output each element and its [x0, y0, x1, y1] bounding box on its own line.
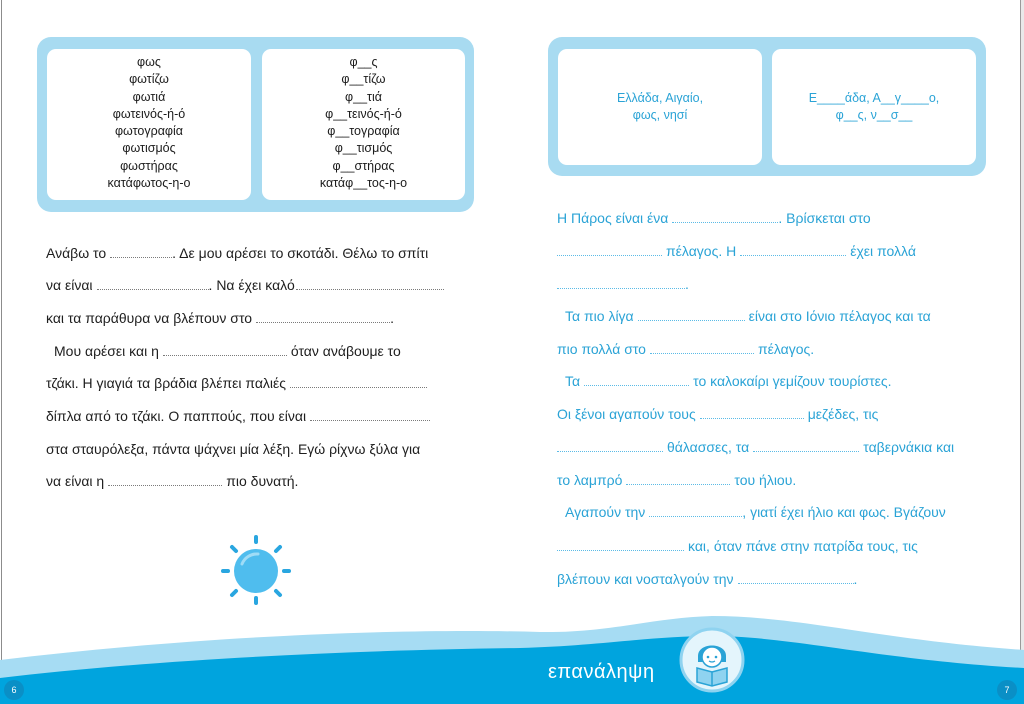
fill-in-item: φ__ς, ν__σ__ — [835, 108, 913, 122]
word-item: Ελλάδα, Αιγαίο, — [616, 91, 704, 105]
fill-in-item: φ__τογραφία — [327, 124, 400, 139]
left-word-box — [37, 37, 474, 212]
text-segment: πιο δυνατή. — [226, 473, 299, 489]
word-item: φωτιά — [132, 89, 166, 104]
fill-in-item: φ__τισμός — [334, 141, 393, 156]
sun-icon — [220, 534, 292, 606]
text-segment: θάλασσες, τα — [667, 439, 750, 455]
text-segment: είναι στο Ιόνιο πέλαγος και τα — [748, 308, 931, 324]
fill-in-panel — [772, 49, 976, 165]
right-word-box — [548, 37, 986, 176]
exercise-line — [46, 245, 428, 261]
text-segment: πέλαγος. — [757, 341, 815, 357]
exercise-line — [54, 343, 401, 359]
word-item: φωστήρας — [120, 158, 178, 173]
text-segment: στα σταυρόλεξα, πάντα ψάχνει μία λέξη. Εγώ ρίχνω ξύλα για — [46, 441, 421, 457]
child-reading-icon — [678, 626, 746, 694]
text-segment: όταν ανάβουμε το — [290, 343, 401, 359]
blank-line — [256, 321, 390, 323]
word-item: φωτογραφία — [114, 124, 184, 139]
text-segment: πέλαγος. Η — [666, 243, 737, 259]
exercise-line — [46, 375, 431, 391]
exercise-line — [46, 473, 298, 489]
exercise-line — [46, 310, 394, 326]
exercise-line — [46, 277, 448, 293]
exercise-line — [557, 439, 954, 455]
blank-line — [753, 450, 859, 452]
word-list-panel — [558, 49, 762, 165]
text-segment: το καλοκαίρι γεμίζουν τουρίστες. — [693, 373, 892, 389]
page-number-left: 6 — [4, 680, 24, 700]
text-segment: . Δε μου αρέσει το σκοτάδι. Θέλω το σπίτι — [172, 245, 429, 261]
text-segment: μεζέδες, τις — [807, 406, 879, 422]
blank-line — [672, 221, 778, 223]
blank-line — [557, 450, 663, 452]
text-segment: Τα — [565, 373, 581, 389]
blank-line — [650, 352, 754, 354]
text-segment: και τα παράθυρα να βλέπουν στο — [46, 310, 253, 326]
blank-line — [740, 254, 846, 256]
text-segment: Ανάβω το — [46, 245, 107, 261]
exercise-line — [557, 276, 689, 292]
text-segment: Τα πιο λίγα — [565, 308, 634, 324]
text-segment: . Να έχει καλό — [208, 277, 295, 293]
word-item: φωτισμός — [122, 141, 176, 156]
word-item: φωτεινός-ή-ό — [112, 106, 186, 121]
word-list — [47, 49, 251, 192]
page-number-right: 7 — [997, 680, 1017, 700]
blank-line — [296, 288, 444, 290]
text-segment: . — [853, 571, 858, 587]
text-segment: . — [685, 276, 689, 292]
text-segment: να είναι — [46, 277, 93, 293]
text-segment: πιο πολλά στο — [557, 341, 646, 357]
text-segment: Η Πάρος είναι ένα — [557, 210, 669, 226]
fill-in-list — [262, 49, 465, 192]
blank-line — [738, 582, 854, 584]
text-segment: . Βρίσκεται στο — [778, 210, 871, 226]
blank-line — [557, 254, 662, 256]
text-segment: του ήλιου. — [734, 472, 797, 488]
blank-line — [290, 386, 427, 388]
exercise-line — [557, 243, 916, 259]
blank-line — [110, 256, 172, 258]
exercise-line — [565, 308, 931, 324]
word-item: κατάφωτος-η-ο — [107, 176, 191, 191]
word-item: φωτίζω — [129, 72, 169, 87]
blank-line — [638, 319, 745, 321]
fill-in-item: Ε____άδα, Α__γ____ο, — [808, 91, 940, 105]
text-segment: Μου αρέσει και η — [54, 343, 159, 359]
text-segment: δίπλα από το τζάκι. Ο παππούς, που είναι — [46, 408, 307, 424]
exercise-line — [46, 408, 434, 424]
fill-in-item: φ__ς — [349, 55, 378, 69]
exercise-line — [46, 441, 420, 457]
text-segment: και, όταν πάνε στην πατρίδα τους, τις — [688, 538, 918, 554]
exercise-line — [557, 472, 796, 488]
exercise-line — [557, 538, 918, 554]
fill-in-item: κατάφ__τος-η-ο — [319, 176, 408, 191]
blank-line — [108, 484, 222, 486]
blank-line — [649, 515, 742, 517]
blank-line — [310, 419, 430, 421]
blank-line — [557, 287, 685, 289]
exercise-line — [557, 571, 857, 587]
text-segment: τζάκι. Η γιαγιά τα βράδια βλέπει παλιές — [46, 375, 287, 391]
exercise-line — [565, 504, 946, 520]
fill-in-item: φ__τίζω — [341, 72, 386, 87]
blank-line — [700, 417, 804, 419]
text-segment: ταβερνάκια και — [863, 439, 955, 455]
text-segment: το λαμπρό — [557, 472, 623, 488]
exercise-line — [557, 341, 814, 357]
blank-line — [163, 354, 287, 356]
blank-line — [584, 384, 689, 386]
blank-line — [97, 288, 209, 290]
fill-in-panel — [262, 49, 465, 200]
word-item: φως, νησί — [632, 108, 688, 122]
blank-line — [557, 549, 684, 551]
text-segment: Αγαπούν την — [565, 504, 646, 520]
text-segment: να είναι η — [46, 473, 105, 489]
exercise-line — [557, 210, 871, 226]
fill-in-item: φ__τεινός-ή-ό — [325, 106, 402, 121]
blank-line — [626, 483, 730, 485]
text-segment: , γιατί έχει ήλιο και φως. Βγάζουν — [742, 504, 946, 520]
fill-in-item: φ__στήρας — [332, 158, 395, 173]
exercise-line — [557, 406, 878, 422]
section-title: επανάληψη — [548, 661, 655, 683]
text-segment: . — [390, 310, 394, 326]
footer-wave — [0, 600, 1024, 704]
word-list-panel — [47, 49, 251, 200]
text-segment: βλέπουν και νοσταλγούν την — [557, 571, 734, 587]
page-edge-left — [1, 0, 2, 704]
word-item: φως — [137, 55, 161, 69]
exercise-line — [565, 373, 892, 389]
text-segment: Οι ξένοι αγαπούν τους — [557, 406, 696, 422]
text-segment: έχει πολλά — [850, 243, 916, 259]
fill-in-item: φ__τιά — [345, 89, 382, 104]
